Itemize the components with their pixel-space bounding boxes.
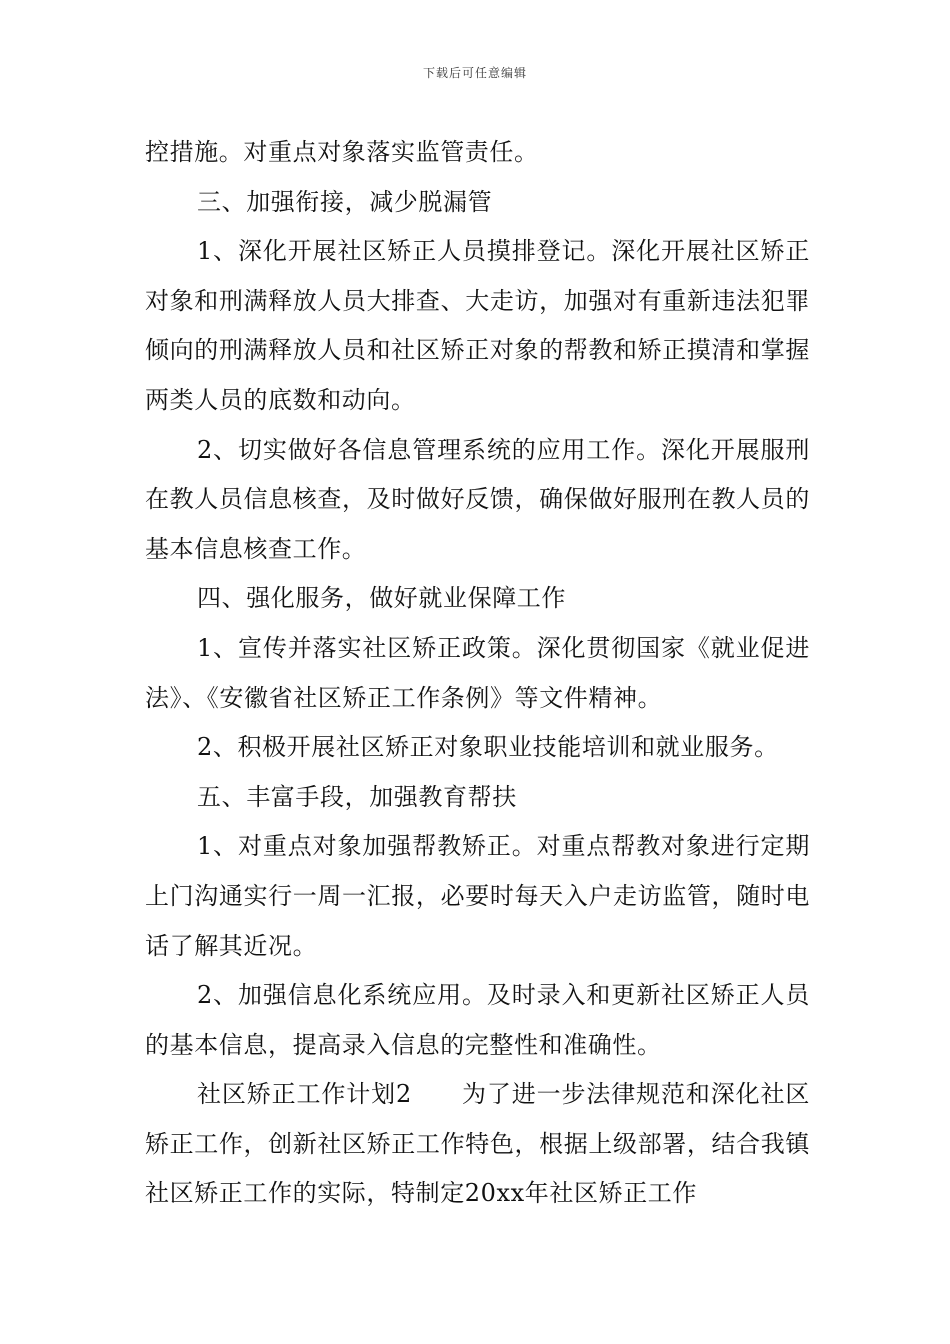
section-heading-4: 四、强化服务，做好就业保障工作 — [197, 584, 566, 613]
paragraph-3-1: 1、深化开展社区矫正人员摸排登记。深化开展社区矫正对象和刑满释放人员大排查、大走访，加强对有重新违法犯罪倾向的刑满释放人员和社区矫正对象的帮教和矫正摸清和掌握两类人员的底数和动向。 — [145, 237, 810, 414]
document-body — [145, 128, 810, 1219]
section-heading-3: 三、加强衔接，减少脱漏管 — [197, 187, 493, 216]
paragraph-5-1: 1、对重点对象加强帮教矫正。对重点帮教对象进行定期上门沟通实行一周一汇报，必要时每天入户走访监管，随时电话了解其近况。 — [145, 832, 810, 960]
paragraph-continuation: 控措施。对重点对象落实监管责任。 — [145, 138, 539, 166]
paragraph-plan-2-intro: 社区矫正工作计划2 为了进一步法律规范和深化社区矫正工作，创新社区矫正工作特色，根据上级部署，结合我镇社区矫正工作的实际，特制定20xx年社区矫正工作 — [145, 1080, 810, 1208]
paragraph-5-2: 2、加强信息化系统应用。及时录入和更新社区矫正人员的基本信息，提高录入信息的完整性和准确性。 — [145, 981, 810, 1059]
page-header: 下载后可任意编辑 — [422, 66, 527, 80]
paragraph-4-2: 2、积极开展社区矫正对象职业技能培训和就业服务。 — [197, 733, 779, 762]
paragraph-3-2: 2、切实做好各信息管理系统的应用工作。深化开展服刑在教人员信息核查，及时做好反馈，确保做好服刑在教人员的基本信息核查工作。 — [145, 435, 810, 563]
paragraph-4-1: 1、宣传并落实社区矫正政策。深化贯彻国家《就业促进法》、《安徽省社区矫正工作条例》等文件精神。 — [145, 633, 810, 712]
section-heading-5: 五、丰富手段，加强教育帮扶 — [197, 782, 517, 811]
